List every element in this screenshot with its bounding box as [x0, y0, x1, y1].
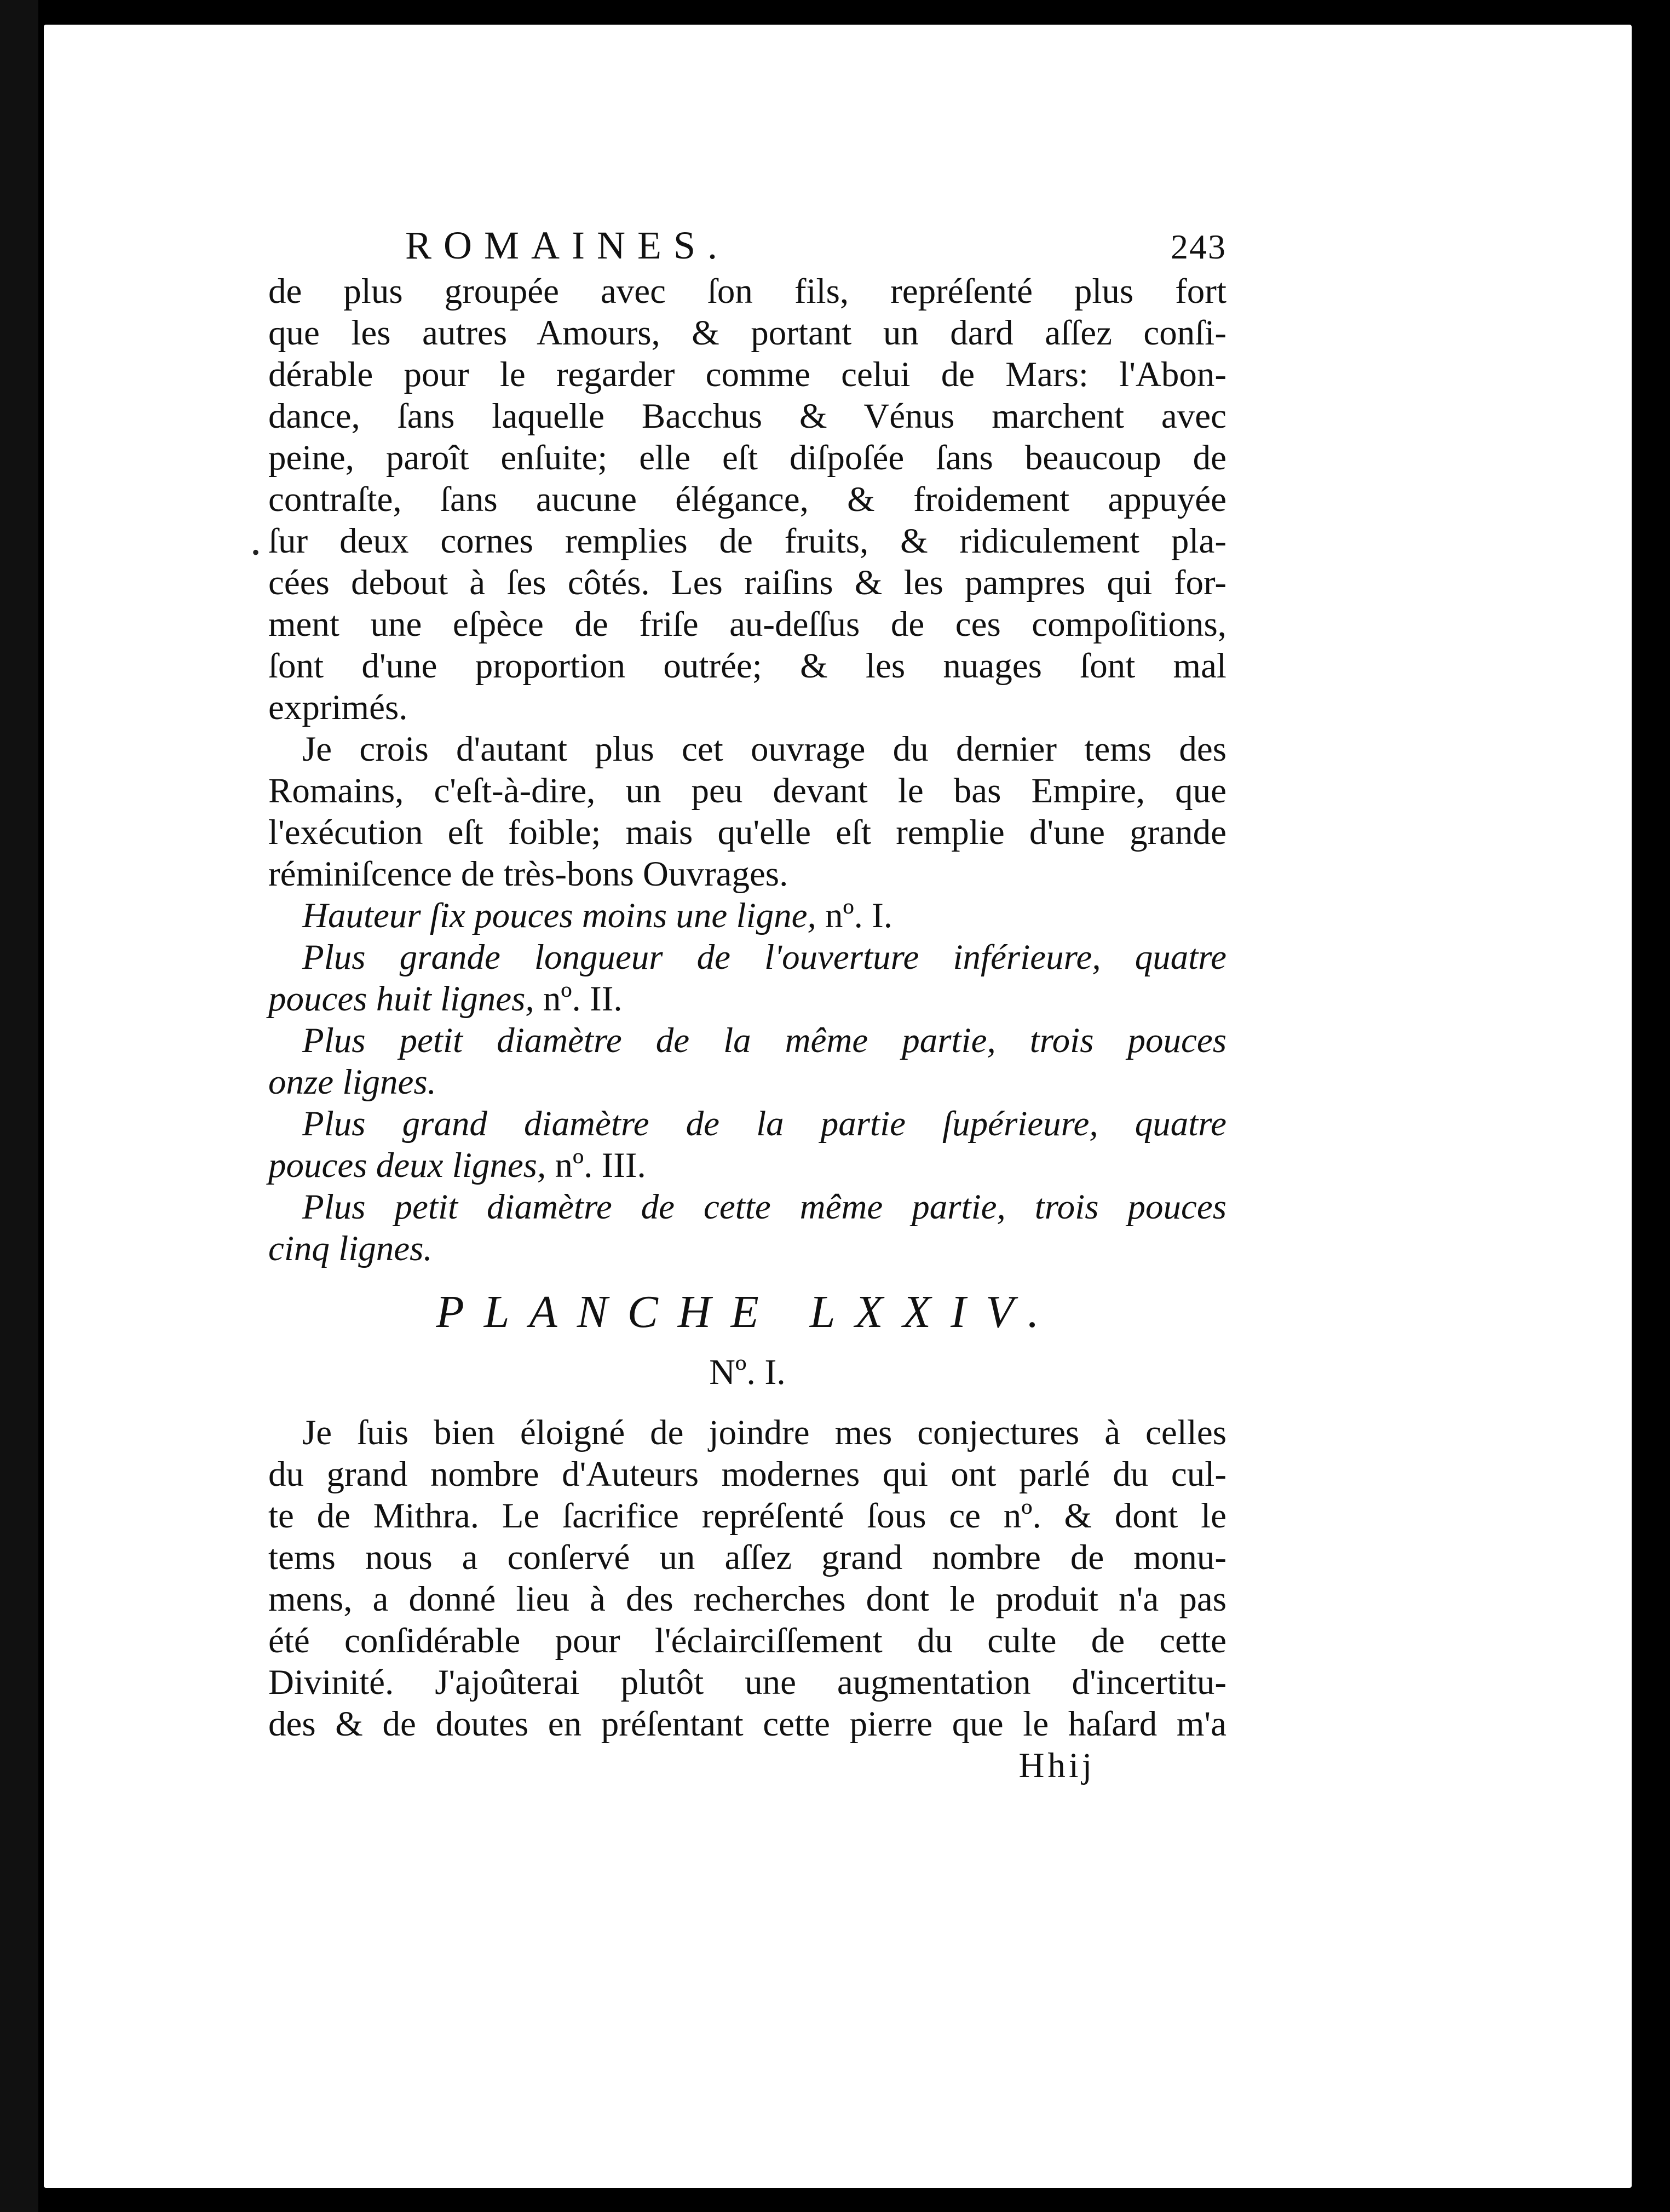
text-line: Je ſuis bien éloigné de joindre mes conjectures à celles: [302, 1413, 1226, 1452]
page-number: 243: [1171, 227, 1226, 266]
measurement-text: Hauteur ſix pouces moins une ligne,: [302, 896, 816, 935]
text-line: Plus petit diamètre de la même partie, trois pouces: [302, 1021, 1226, 1060]
measurement-ref: nº. II.: [543, 979, 623, 1019]
paragraph-1: [268, 271, 1226, 728]
measurement-text: pouces deux lignes,: [268, 1146, 546, 1185]
text-line: dérable pour le regarder comme celui de Mars: l'Abon-: [268, 355, 1226, 394]
text-line: peine, paroît enſuite; elle eſt diſpoſée ſans beaucoup de: [268, 438, 1226, 478]
measurement-2: [268, 936, 1226, 1020]
measurement-text: pouces huit lignes,: [268, 979, 534, 1019]
text-line: ment une eſpèce de friſe au-deſſus de ces compoſitions,: [268, 605, 1226, 644]
text-line: cinq lignes.: [268, 1229, 433, 1268]
measurement-4: [268, 1103, 1226, 1186]
measurement-1: [268, 895, 1226, 936]
text-line: Divinité. J'ajoûterai plutôt une augmentation d'incertitu-: [268, 1663, 1226, 1702]
text-line: Plus grand diamètre de la partie ſupérieure, quatre: [302, 1104, 1226, 1144]
text-line: Je crois d'autant plus cet ouvrage du dernier tems des: [302, 729, 1226, 769]
catchword: Hhij: [1018, 1746, 1095, 1785]
text-line: de plus groupée avec ſon fils, repréſenté plus fort: [268, 272, 1226, 311]
plate-title: PLANCHE LXXIV.: [436, 1286, 1059, 1337]
text-line: dance, ſans laquelle Bacchus & Vénus marchent avec: [268, 397, 1226, 436]
measurement-ref: nº. I.: [825, 896, 893, 935]
text-line: tems nous a conſervé un aſſez grand nombre de monu-: [268, 1538, 1226, 1577]
text-line: cées debout à ſes côtés. Les raiſins & les pampres qui for-: [268, 563, 1226, 602]
text-line: Plus grande longueur de l'ouverture inférieure, quatre: [302, 938, 1226, 977]
running-header: [268, 225, 1226, 271]
plate-number: Nº. I.: [709, 1352, 786, 1392]
measurement-ref: nº. III.: [555, 1146, 646, 1185]
text-line: onze lignes.: [268, 1062, 436, 1102]
text-line: des & de doutes en préſentant cette pierre que le haſard m'a: [268, 1704, 1226, 1744]
text-line: ſont d'une proportion outrée; & les nuages ſont mal: [268, 646, 1226, 686]
margin-mark: •: [252, 540, 260, 565]
scan-edge: [0, 0, 38, 2212]
text-line: [268, 978, 1226, 1020]
text-line: te de Mithra. Le ſacrifice repréſenté ſous ce nº. & dont le: [268, 1496, 1226, 1536]
text-line: réminiſcence de très-bons Ouvrages.: [268, 854, 788, 894]
page-text-block: [268, 225, 1226, 1786]
text-line: mens, a donné lieu à des recherches dont le produit n'a pas: [268, 1579, 1226, 1619]
measurement-3: [268, 1020, 1226, 1103]
text-line: contraſte, ſans aucune élégance, & froidement appuyée: [268, 480, 1226, 519]
text-line: ſur deux cornes remplies de fruits, & ridiculement pla-: [268, 521, 1226, 561]
book-page: [44, 25, 1632, 2188]
text-line: [268, 1145, 1226, 1186]
text-line: Romains, c'eſt-à-dire, un peu devant le bas Empire, que: [268, 771, 1226, 811]
paragraph-3: [268, 1412, 1226, 1745]
text-line: que les autres Amours, & portant un dard aſſez conſi-: [268, 313, 1226, 353]
text-line: [268, 895, 1226, 936]
text-line: été conſidérable pour l'éclairciſſement du culte de cette: [268, 1621, 1226, 1661]
measurement-5: [268, 1186, 1226, 1269]
paragraph-2: [268, 728, 1226, 895]
text-line: Plus petit diamètre de cette même partie, trois pouces: [302, 1187, 1226, 1227]
text-line: l'exécution eſt foible; mais qu'elle eſt remplie d'une grande: [268, 813, 1226, 852]
text-line: du grand nombre d'Auteurs modernes qui ont parlé du cul-: [268, 1455, 1226, 1494]
text-line: exprimés.: [268, 688, 408, 727]
running-title: ROMAINES.: [405, 223, 730, 267]
